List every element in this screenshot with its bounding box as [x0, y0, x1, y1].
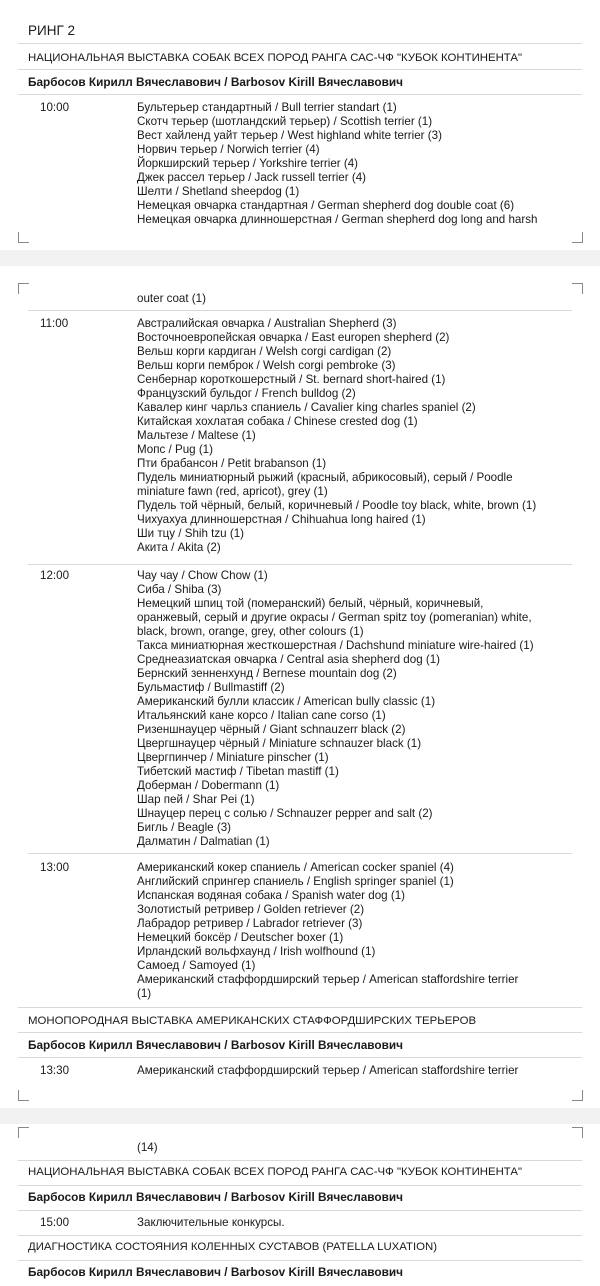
- breed-line: Цвергпинчер / Miniature pinscher (1): [137, 751, 329, 764]
- divider: [18, 43, 582, 44]
- breed-line: Вельш корги кардиган / Welsh corgi cardigan (2): [137, 345, 392, 358]
- divider: [18, 94, 582, 95]
- breed-line: Бигль / Beagle (3): [137, 821, 232, 834]
- crop-mark: [18, 283, 29, 294]
- event-line: Заключительные конкурсы.: [137, 1216, 285, 1229]
- breed-line: Тибетский мастиф / Tibetan mastiff (1): [137, 765, 339, 778]
- breed-line: Далматин / Dalmatian (1): [137, 835, 270, 848]
- divider: [28, 310, 572, 311]
- breed-line: Йоркширский терьер / Yorkshire terrier (4): [137, 157, 359, 170]
- breed-line: Шар пей / Shar Pei (1): [137, 793, 255, 806]
- divider: [18, 1260, 582, 1261]
- breed-line: Акита / Akita (2): [137, 541, 221, 554]
- breed-line: Испанская водяная собака / Spanish water dog (1): [137, 889, 406, 902]
- time-slot: 10:00: [40, 101, 70, 114]
- time-slot: 11:00: [40, 317, 69, 330]
- breed-line: Чау чау / Chow Chow (1): [137, 569, 268, 582]
- ring-title: РИНГ 2: [28, 23, 76, 38]
- divider: [18, 1160, 582, 1161]
- breed-line: Английский спрингер спаниель / English springer spaniel (1): [137, 875, 454, 888]
- breed-line: Ирландский вольфхаунд / Irish wolfhound (1): [137, 945, 376, 958]
- breed-line: Среднеазиатская овчарка / Central asia shepherd dog (1): [137, 653, 441, 666]
- crop-mark: [572, 232, 583, 243]
- breed-line: Ризеншнауцер чёрный / Giant schnauzerr black (2): [137, 723, 406, 736]
- divider: [18, 1210, 582, 1211]
- judge-name: Барбосов Кирилл Вячеславович / Barbosov Kirill Вячеславович: [28, 1190, 403, 1204]
- page-break: [0, 1108, 600, 1124]
- time-slot: 13:00: [40, 861, 70, 874]
- breed-line: Немецкий шпиц той (померанский) белый, чёрный, коричневый,: [137, 597, 484, 610]
- breed-line: Норвич терьер / Norwich terrier (4): [137, 143, 320, 156]
- judge-name: Барбосов Кирилл Вячеславович / Barbosov Kirill Вячеславович: [28, 1265, 403, 1279]
- breed-line: Кавалер кинг чарльз спаниель / Cavalier king charles spaniel (2): [137, 401, 476, 414]
- divider: [18, 1185, 582, 1186]
- breed-line: Немецкая овчарка стандартная / German shepherd dog double coat (6): [137, 199, 515, 212]
- show-title: НАЦИОНАЛЬНАЯ ВЫСТАВКА СОБАК ВСЕХ ПОРОД РАНГА САС-ЧФ "КУБОК КОНТИНЕНТА": [28, 1166, 523, 1178]
- divider: [28, 564, 572, 565]
- divider: [18, 1032, 582, 1033]
- breed-line: miniature fawn (red, apricot), grey (1): [137, 485, 328, 498]
- breed-line: Американский кокер спаниель / American cocker spaniel (4): [137, 861, 454, 874]
- breed-line: Американский булли классик / American bully classic (1): [137, 695, 436, 708]
- divider: [18, 69, 582, 70]
- breed-line: Французский бульдог / French bulldog (2): [137, 387, 356, 400]
- breed-line: Восточноевропейская овчарка / East europen shepherd (2): [137, 331, 450, 344]
- breed-line: Самоед / Samoyed (1): [137, 959, 256, 972]
- judge-name: Барбосов Кирилл Вячеславович / Barbosov Kirill Вячеславович: [28, 75, 403, 89]
- breed-line: Пти брабансон / Petit brabanson (1): [137, 457, 327, 470]
- crop-mark: [18, 1090, 29, 1101]
- breed-line: Пудель миниатюрный рыжий (красный, абрикосовый), серый / Poodle: [137, 471, 513, 484]
- breed-line-continuation: (14): [137, 1141, 158, 1154]
- breed-line: Джек рассел терьер / Jack russell terrier (4): [137, 171, 367, 184]
- crop-mark: [572, 1127, 583, 1138]
- breed-line: Вест хайленд уайт терьер / West highland white terrier (3): [137, 129, 442, 142]
- breed-line: Золотистый ретривер / Golden retriever (2): [137, 903, 365, 916]
- breed-line: Цвергшнауцер чёрный / Miniature schnauzer black (1): [137, 737, 422, 750]
- judge-name: Барбосов Кирилл Вячеславович / Barbosov Kirill Вячеславович: [28, 1038, 403, 1052]
- show-title: ДИАГНОСТИКА СОСТОЯНИЯ КОЛЕННЫХ СУСТАВОВ (PATELLA LUXATION): [28, 1241, 438, 1253]
- breed-line: Пудель той чёрный, белый, коричневый / Poodle toy black, white, brown (1): [137, 499, 537, 512]
- breed-line: Американский стаффордширский терьер / American staffordshire terrier: [137, 1064, 519, 1077]
- breed-line-continuation: outer coat (1): [137, 292, 206, 305]
- crop-mark: [572, 1090, 583, 1101]
- breed-line: Шелти / Shetland sheepdog (1): [137, 185, 300, 198]
- time-slot: 13:30: [40, 1064, 70, 1077]
- time-slot: 12:00: [40, 569, 70, 582]
- breed-line: Американский стаффордширский терьер / American staffordshire terrier: [137, 973, 519, 986]
- breed-line: Скотч терьер (шотландский терьер) / Scottish terrier (1): [137, 115, 433, 128]
- breed-line: (1): [137, 987, 152, 1000]
- breed-line: Китайская хохлатая собака / Chinese crested dog (1): [137, 415, 418, 428]
- breed-line: Лабрадор ретривер / Labrador retriever (3): [137, 917, 363, 930]
- breed-line: Сиба / Shiba (3): [137, 583, 222, 596]
- breed-line: Сенбернар короткошерстный / St. bernard short-haired (1): [137, 373, 446, 386]
- breed-line: black, brown, orange, grey, other colours (1): [137, 625, 364, 638]
- breed-line: Бультерьер стандартный / Bull terrier standart (1): [137, 101, 397, 114]
- show-title: МОНОПОРОДНАЯ ВЫСТАВКА АМЕРИКАНСКИХ СТАФФОРДШИРСКИХ ТЕРЬЕРОВ: [28, 1015, 477, 1027]
- divider: [18, 1057, 582, 1058]
- divider: [28, 853, 572, 854]
- breed-line: Бернский зенненхунд / Bernese mountain dog (2): [137, 667, 397, 680]
- crop-mark: [18, 232, 29, 243]
- breed-line: Итальянский кане корсо / Italian cane corso (1): [137, 709, 386, 722]
- breed-line: Немецкий боксёр / Deutscher boxer (1): [137, 931, 344, 944]
- breed-line: Ши тцу / Shih tzu (1): [137, 527, 245, 540]
- divider: [18, 1235, 582, 1236]
- breed-line: Австралийская овчарка / Australian Shepherd (3): [137, 317, 397, 330]
- breed-line: Такса миниатюрная жесткошерстная / Dachshund miniature wire-haired (1): [137, 639, 534, 652]
- crop-mark: [18, 1127, 29, 1138]
- breed-line: оранжевый, серый и другие окрасы / German spitz toy (pomeranian) white,: [137, 611, 532, 624]
- breed-line: Шнауцер перец с солью / Schnauzer pepper and salt (2): [137, 807, 433, 820]
- divider: [18, 1007, 582, 1008]
- breed-line: Вельш корги пемброк / Welsh corgi pembroke (3): [137, 359, 396, 372]
- breed-line: Немецкая овчарка длинношерстная / German shepherd dog long and harsh: [137, 213, 538, 226]
- breed-line: Чихуахуа длинношерстная / Chihuahua long haired (1): [137, 513, 426, 526]
- breed-line: Мальтезе / Maltese (1): [137, 429, 256, 442]
- breed-line: Бульмастиф / Bullmastiff (2): [137, 681, 285, 694]
- breed-line: Доберман / Dobermann (1): [137, 779, 280, 792]
- show-title: НАЦИОНАЛЬНАЯ ВЫСТАВКА СОБАК ВСЕХ ПОРОД РАНГА САС-ЧФ "КУБОК КОНТИНЕНТА": [28, 52, 523, 64]
- time-slot: 15:00: [40, 1216, 70, 1229]
- crop-mark: [572, 283, 583, 294]
- page-break: [0, 250, 600, 266]
- breed-line: Мопс / Pug (1): [137, 443, 213, 456]
